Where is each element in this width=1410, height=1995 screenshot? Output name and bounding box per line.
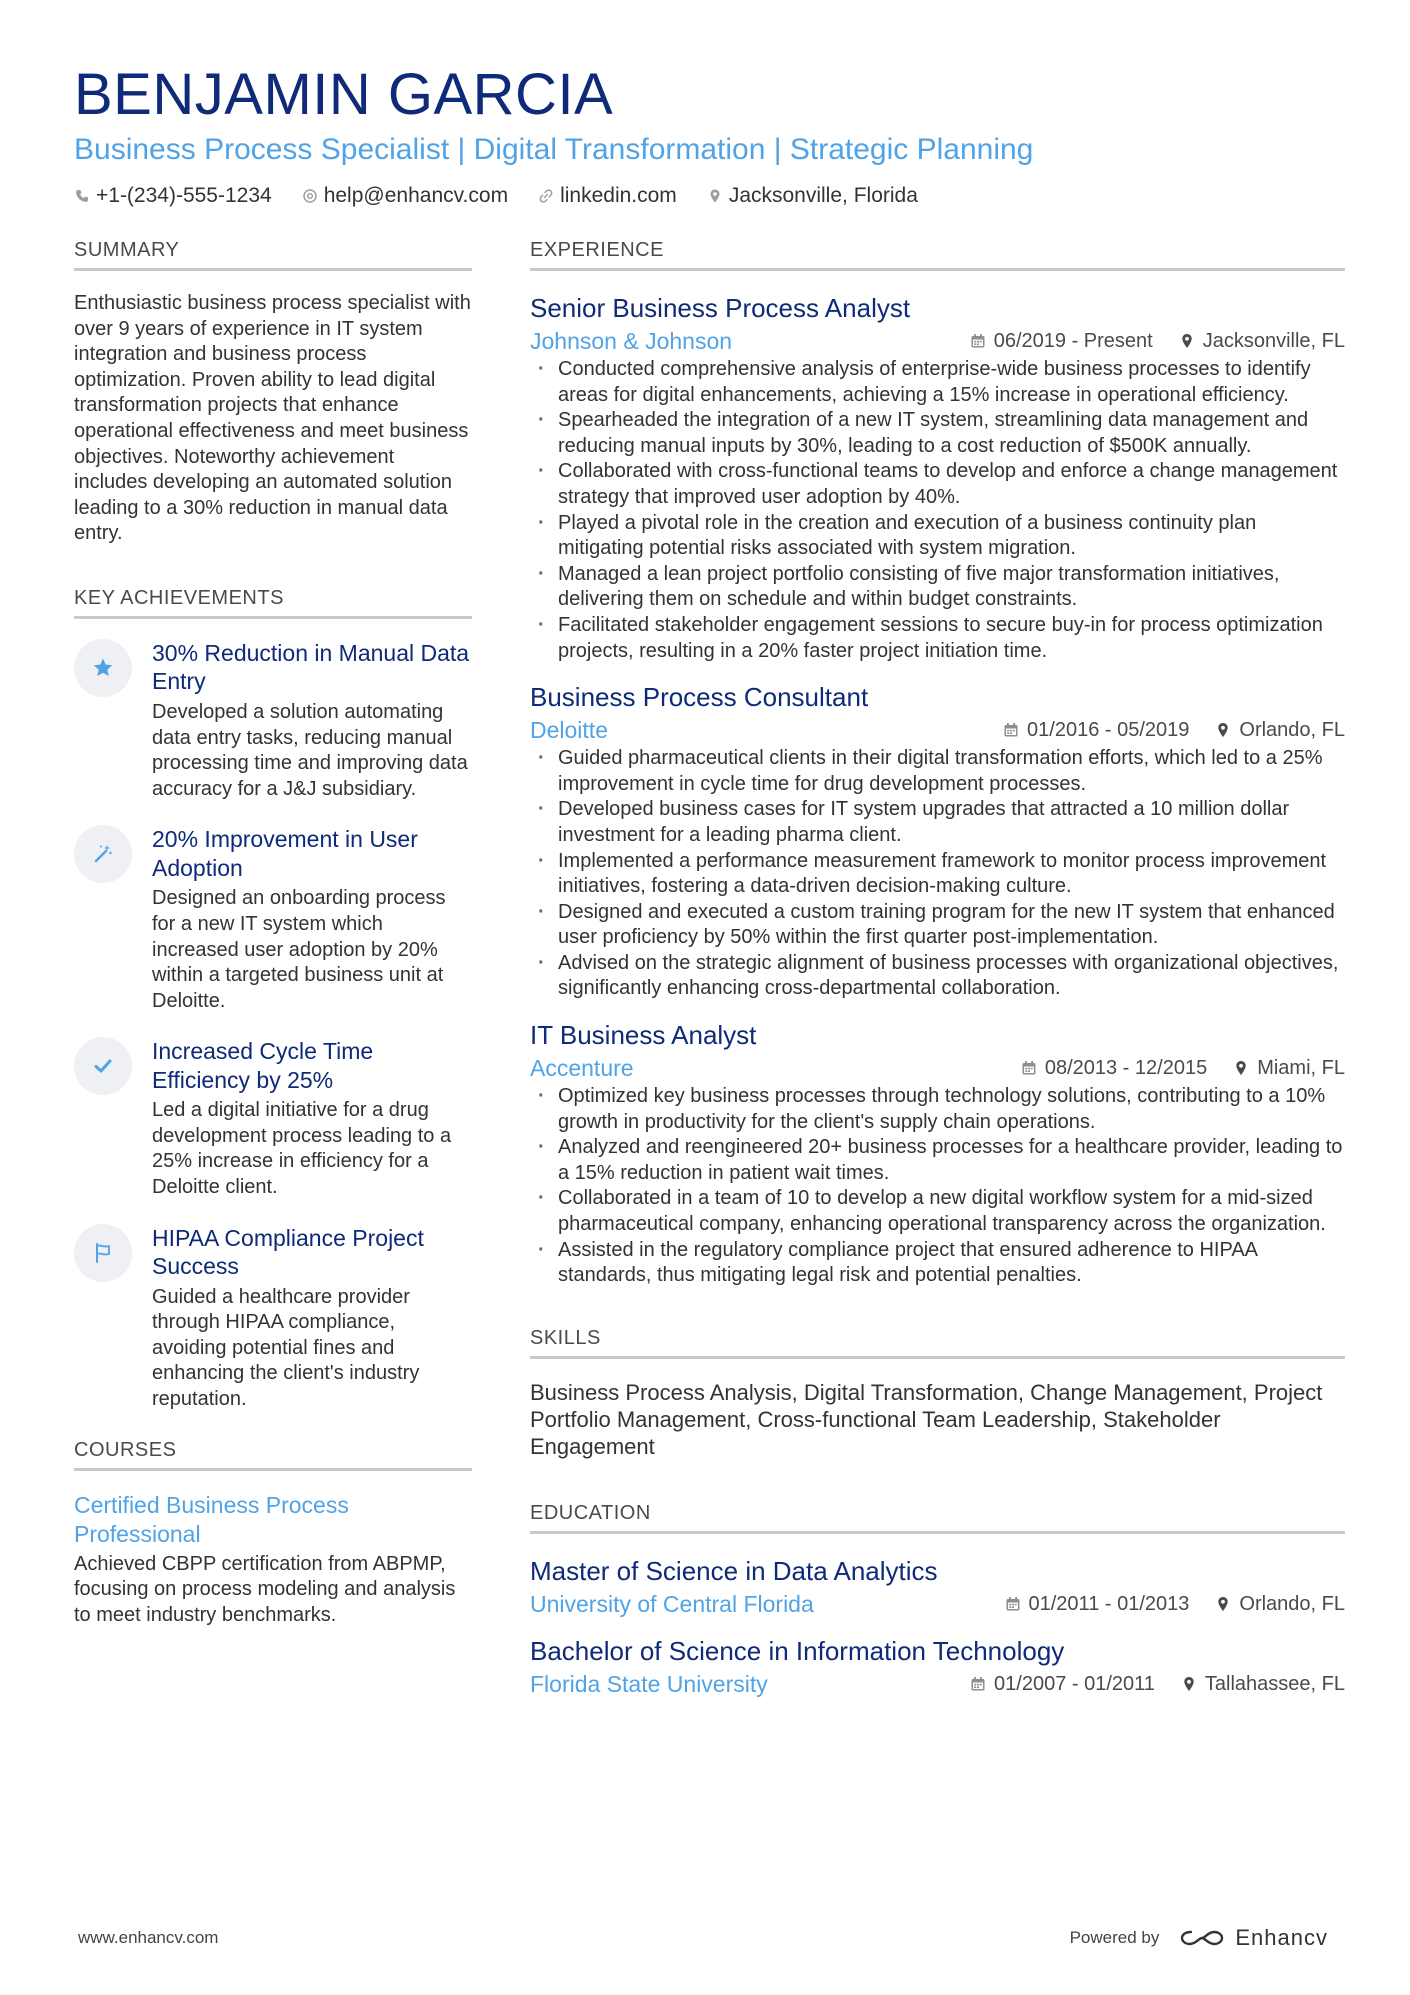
candidate-name: BENJAMIN GARCIA [74,62,614,127]
job-entry [530,680,1345,1002]
calendar-icon [970,333,986,349]
infinity-logo-icon [1179,1926,1225,1950]
bullet-item: · Implemented a performance measurement framework to monitor process improvement initiatives, fostering a data-driven decision-making culture. [530,849,1345,900]
contact-location [707,182,918,210]
phone-text: +1-(234)-555-1234 [96,184,272,207]
linkedin-text: linkedin.com [560,184,677,207]
courses-section [74,1437,472,1629]
location-pin-icon [707,188,723,204]
school-name: University of Central Florida [530,1590,814,1617]
bullet-item: · Assisted in the regulatory compliance project that ensured adherence to HIPAA standards, thus mitigating legal risk and potential penalties. [530,1238,1345,1289]
achievements-heading: KEY ACHIEVEMENTS [74,585,472,619]
achievement-item [74,825,472,1014]
job-title: Business Process Consultant [530,682,869,713]
location-pin-icon [1215,722,1231,738]
calendar-icon [970,1676,986,1692]
job-dates [970,325,1153,357]
bullet-item: · Optimized key business processes through technology solutions, contributing to a 10% growth in productivity for the client's supply chain operations. [530,1084,1345,1135]
course-desc: Achieved CBPP certification from ABPMP, focusing on process modeling and analysis to meet industry benchmarks. [74,1552,456,1626]
job-bullets [530,357,1345,664]
brand-name: Enhancv [1235,1925,1328,1950]
achievement-desc: Designed an onboarding process for a new IT system which increased user adoption by 20% within a targeted business unit at Deloitte. [152,887,446,1012]
job-dates [1003,714,1189,746]
dates-text: 01/2016 - 05/2019 [1027,719,1190,742]
link-icon [538,188,554,204]
location-pin-icon [1233,1060,1249,1076]
powered-by [1070,1925,1328,1951]
degree-title: Bachelor of Science in Information Technology [530,1635,1065,1666]
resume-header [74,60,1344,210]
contact-phone [74,182,272,210]
dates-text: 01/2007 - 01/2011 [994,1672,1155,1695]
job-entry [530,1018,1345,1289]
job-location [1215,714,1345,746]
job-title: IT Business Analyst [530,1020,757,1051]
education-dates [970,1668,1155,1700]
location-text: Orlando, FL [1239,1592,1345,1615]
achievements-section [74,585,472,1413]
enhancv-logo[interactable] [1179,1925,1328,1951]
education-meta [530,1668,1345,1700]
dates-text: 08/2013 - 12/2015 [1044,1057,1208,1080]
bullet-item: · Facilitated stakeholder engagement sessions to secure buy-in for process optimization projects, resulting in a 20% faster project initiation time. [530,613,1345,664]
location-text: Tallahassee, FL [1204,1672,1345,1695]
dates-text: 06/2019 - Present [993,330,1153,352]
education-entry [530,1554,1345,1620]
education-section [530,1500,1345,1700]
bullet-item: · Managed a lean project portfolio consisting of five major transformation initiatives, delivering them on schedule and within budget constraints. [530,562,1345,613]
bullet-item: · Guided pharmaceutical clients in their digital transformation efforts, which led to a 25% improvement in cycle time for drug development processes. [530,746,1345,797]
contact-email[interactable] [302,182,508,210]
education-heading: EDUCATION [530,1500,1345,1534]
job-title: Senior Business Process Analyst [530,293,911,323]
flag-icon [74,1224,132,1282]
location-text: Orlando, FL [1239,719,1345,742]
skills-text: Business Process Analysis, Digital Transformation, Change Management, Project Portfolio Management, Cross-functional Team Leadership, Stakeholder Engagement [530,1379,1323,1459]
skills-heading: SKILLS [530,1325,1345,1359]
star-icon [74,639,132,697]
achievement-title: 20% Improvement in User Adoption [152,826,418,881]
location-pin-icon [1181,1676,1197,1692]
experience-section [530,237,1345,1289]
education-location [1215,1588,1345,1620]
footer-website[interactable]: www.enhancv.com [78,1928,219,1947]
location-pin-icon [1215,1596,1231,1612]
location-text: Miami, FL [1257,1057,1345,1080]
check-icon [74,1037,132,1095]
bullet-item: · Analyzed and reengineered 20+ business processes for a healthcare provider, leading to a 15% reduction in patient wait times. [530,1135,1345,1186]
phone-icon [74,188,90,204]
school-name: Florida State University [530,1670,768,1697]
bullet-item: · Played a pivotal role in the creation and execution of a business continuity plan mitigating potential risks associated with system migration. [530,511,1345,562]
achievement-item [74,639,472,802]
summary-section [74,237,472,547]
skills-section [530,1325,1345,1460]
location-pin-icon [1179,333,1195,349]
education-meta [530,1588,1345,1620]
job-location [1233,1052,1345,1084]
location-text: Jacksonville, FL [1202,330,1345,352]
bullet-item: · Developed business cases for IT system upgrades that attracted a 10 million dollar investment for a leading pharma client. [530,797,1345,848]
job-location [1179,325,1345,357]
email-text: help@enhancv.com [323,184,509,207]
bullet-item: · Conducted comprehensive analysis of enterprise-wide business processes to identify areas for digital enhancements, achieving a 15% increase in operational efficiency. [530,357,1345,408]
summary-heading: SUMMARY [74,237,472,271]
achievement-desc: Guided a healthcare provider through HIPAA compliance, avoiding potential fines and enhancing the client's industry reputation. [152,1285,420,1411]
education-dates [1005,1588,1190,1620]
job-meta [530,325,1345,357]
experience-heading: EXPERIENCE [530,237,1345,271]
achievement-title: Increased Cycle Time Efficiency by 25% [152,1038,374,1093]
education-entry [530,1634,1345,1700]
achievement-item [74,1224,472,1413]
courses-heading: COURSES [74,1437,472,1471]
bullet-item: · Designed and executed a custom training program for the new IT system that enhanced user proficiency by 50% within the first quarter post-implementation. [530,900,1345,951]
achievement-desc: Led a digital initiative for a drug development process leading to a 25% increase in efficiency for a Deloitte client. [152,1099,452,1199]
summary-text: Enthusiastic business process specialist with over 9 years of experience in IT system integration and business process optimization. Proven ability to lead digital transformation projects that enhance operational effectiveness and meet business objectives. Noteworthy achievement includes developing an automated solution leading to a 30% reduction in manual data entry. [74,292,471,545]
contact-linkedin[interactable] [538,182,677,210]
job-bullets [530,746,1345,1002]
left-column [74,237,472,1628]
bullet-item: · Advised on the strategic alignment of business processes with organizational objectives, significantly enhancing cross-departmental collaboration. [530,951,1345,1002]
company-name: Accenture [530,1055,634,1082]
right-column [530,237,1345,1714]
job-entry [530,291,1345,664]
degree-title: Master of Science in Data Analytics [530,1555,938,1586]
bullet-item: · Collaborated in a team of 10 to develop a new digital workflow system for a mid-sized pharmaceutical company, enhancing operational transparency across the organization. [530,1186,1345,1237]
education-location [1181,1668,1345,1700]
job-meta [530,714,1345,746]
job-meta [530,1052,1345,1084]
bullet-item: · Collaborated with cross-functional teams to develop and enforce a change management strategy that improved user adoption by 40%. [530,459,1345,510]
achievement-title: 30% Reduction in Manual Data Entry [152,639,470,695]
at-icon [302,188,318,204]
achievement-title: HIPAA Compliance Project Success [152,1224,424,1280]
bullet-item: · Spearheaded the integration of a new IT system, streamlining data management and reducing manual inputs by 30%, leading to a cost reduction of $500K annually. [530,408,1345,459]
dates-text: 01/2011 - 01/2013 [1028,1592,1190,1615]
calendar-icon [1005,1596,1021,1612]
company-name: Johnson & Johnson [530,328,733,354]
contact-bar [74,182,1344,210]
course-title: Certified Business Process Professional [74,1491,349,1548]
powered-by-label: Powered by [1069,1928,1160,1947]
location-text: Jacksonville, Florida [728,184,918,207]
tagline: Business Process Specialist | Digital Transformation | Strategic Planning [74,133,1034,166]
page-footer [78,1925,1328,1951]
job-bullets [530,1084,1345,1289]
calendar-icon [1021,1060,1037,1076]
wand-icon [74,825,132,883]
calendar-icon [1003,722,1019,738]
achievement-desc: Developed a solution automating data entry tasks, reducing manual processing time and improving data accuracy for a J&J subsidiary. [152,700,468,800]
achievement-item [74,1037,472,1200]
job-dates [1021,1052,1207,1084]
company-name: Deloitte [530,717,608,744]
